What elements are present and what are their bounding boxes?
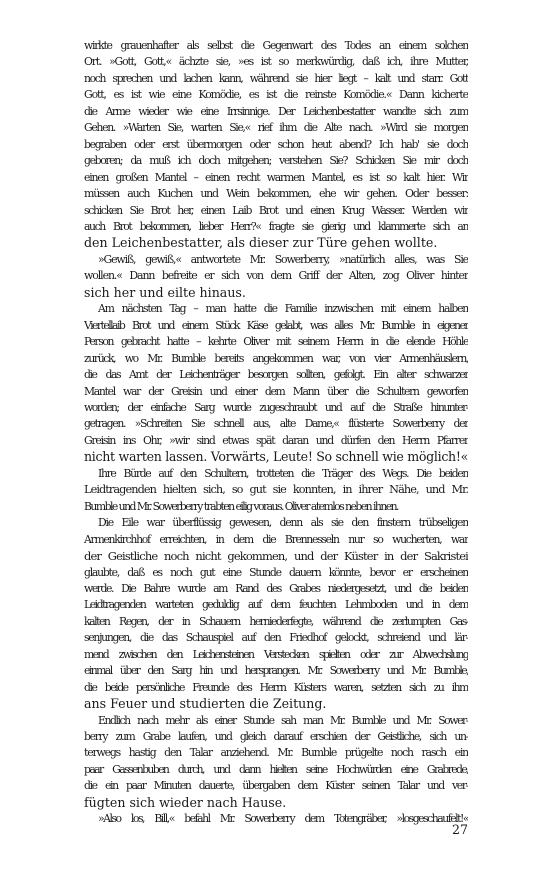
book-page-text [84, 38, 468, 828]
text-line: die das Amt der Leichenträger besorgen sollten, gefolgt. Ein alter schwarzer [84, 368, 468, 382]
text-line: paar Gassenbuben durch, und dann hielten seine Hochwürden eine Grabrede, [84, 762, 468, 776]
text-line: werde. Die Bahre wurde am Rand des Grabes niedergesetzt, und die beiden [84, 581, 468, 595]
text-line: berry zum Grabe laufen, und gleich darauf erschien der Geistliche, sich un- [84, 730, 468, 744]
paragraph [84, 252, 468, 301]
text-line: der Geistliche noch nicht gekommen, und der Küster in der Sakristei [84, 549, 468, 564]
text-line: Viertellaib Brot und einem Stück Käse gelabt, was alles Mr. Bumble in eigener [84, 318, 468, 332]
text-line: Person gebracht hatte – kehrte Oliver mit seinem Herrn in die elende Höhle [84, 335, 468, 349]
text-line: fügten sich wieder nach Hause. [84, 794, 287, 810]
text-line: Ort. »Gott, Gott,« ächzte sie, »es ist so merkwürdig, daß ich, ihre Mutter, [84, 55, 468, 69]
text-line: Greisin ins Ohr, »wir sind etwas spät daran und dürfen den Herrn Pfarrer [84, 433, 468, 447]
text-line: müssen auch Kuchen und Wein bekommen, ehe wir gehen. Oder besser: [84, 187, 468, 201]
text-line: mend zwischen den Leichensteinen Verstecken spielten oder zur Abwechslung [84, 647, 468, 661]
text-line: die ein paar Minuten dauerte, übergaben dem Küster seinen Talar und ver- [84, 779, 468, 793]
text-line: Leidtragenden warteten geduldig auf dem feuchten Lehmboden und in dem [84, 598, 468, 612]
paragraph [84, 38, 468, 252]
text-line: geboren; da muß ich doch mitgehen; verstehen Sie? Schicken Sie mir doch [84, 154, 468, 168]
text-line: Armenkirchhof erreichten, in dem die Brennesseln nur so wucherten, war [84, 532, 468, 546]
paragraph [84, 466, 468, 515]
page-number: 27 [451, 822, 468, 837]
text-line: Am nächsten Tag – man hatte die Familie inzwischen mit einem halben [98, 302, 468, 316]
text-line: senjungen, die das Schauspiel auf den Friedhof gelockt, schreiend und lär- [84, 631, 468, 645]
text-line: »Gewiß, gewiß,« antwortete Mr. Sowerberry, »natürlich alles, was Sie [98, 252, 468, 266]
text-line: Gehen. »Warten Sie, warten Sie,« rief ihm die Alte nach. »Wird sie morgen [84, 121, 468, 135]
text-line: sich her und eilte hinaus. [84, 284, 246, 300]
text-line: »Also los, Bill,« befahl Mr. Sowerberry dem Totengräber, »losgeschaufelt!« [98, 812, 468, 826]
text-line: Mantel war der Greisin und einer dem Mann über die Schultern geworfen [84, 384, 468, 398]
text-line: getragen. »Schreiten Sie schnell aus, alte Dame,« flüsterte Sowerberry der [84, 417, 468, 431]
text-line: Ihre Bürde auf den Schultern, trotteten die Träger des Wegs. Die beiden [98, 466, 468, 480]
text-line: kalten Regen, der in Schauern herniederfegte, während die zerlumpten Gas- [84, 614, 468, 628]
text-line: den Leichenbestatter, als dieser zur Türe gehen wollte. [84, 235, 438, 251]
text-line: die beide persönliche Freunde des Herrn Küsters waren, setzten sich zu ihm [84, 680, 468, 694]
text-line: Die Eile war überflüssig gewesen, denn als sie den finstern trübseligen [98, 516, 468, 530]
text-line: schicken Sie Brot her, einen Laib Brot und einen Krug Wasser. Werden wir [84, 203, 468, 217]
text-line: einen großen Mantel – einen recht warmen Mantel, es ist so kalt hier. Wir [84, 170, 468, 184]
text-line: wollen.« Dann befreite er sich von dem Griff der Alten, zog Oliver hinter [84, 269, 468, 283]
text-line: terwegs hastig den Talar anziehend. Mr. Bumble prügelte noch rasch ein [84, 746, 468, 760]
paragraph [84, 515, 468, 712]
text-line: zurück, wo Mr. Bumble bereits angekommen war, von vier Armenhäuslern, [84, 351, 468, 365]
text-line: Gott, es ist wie eine Komödie, es ist die reinste Komödie.« Dann kicherte [84, 88, 468, 102]
text-line: wirkte grauenhafter als selbst die Gegenwart des Todes an einem solchen [84, 39, 468, 52]
text-line: ans Feuer und studierten die Zeitung. [84, 696, 327, 712]
text-line: Bumble und Mr. Sowerberry trabten eilig voraus. Oliver atemlos neben ihnen. [84, 499, 398, 513]
paragraph [84, 301, 468, 466]
paragraph [84, 811, 468, 827]
text-line: Endlich nach mehr als einer Stunde sah man Mr. Bumble und Mr. Sower- [98, 713, 468, 727]
text-line: noch sprechen und lachen kann, während sie hier liegt – kalt und starr. Gott [84, 71, 468, 85]
text-line: begraben oder erst übermorgen oder schon heut abend? Ich hab' sie doch [84, 137, 468, 151]
text-line: einmal über den Sarg hin und hersprangen. Mr. Sowerberry und Mr. Bumble, [84, 664, 468, 678]
text-line: Leidtragenden hielten sich, so gut sie konnten, in ihrer Nähe, und Mr. [84, 483, 468, 497]
text-line: worden; der einfache Sarg wurde zugeschraubt und auf die Straße hinunter- [84, 400, 468, 414]
text-line: glaubte, daß es noch gut eine Stunde dauern könnte, bevor er erscheinen [84, 565, 468, 579]
text-line: auch Brot bekommen, lieber Herr?« fragte sie gierig und klammerte sich an [84, 219, 468, 233]
paragraph [84, 713, 468, 812]
text-line: nicht warten lassen. Vorwärts, Leute! So schnell wie möglich!« [84, 449, 468, 465]
text-line: die Arme wieder wie eine Irrsinnige. Der Leichenbestatter wandte sich zum [84, 104, 468, 118]
